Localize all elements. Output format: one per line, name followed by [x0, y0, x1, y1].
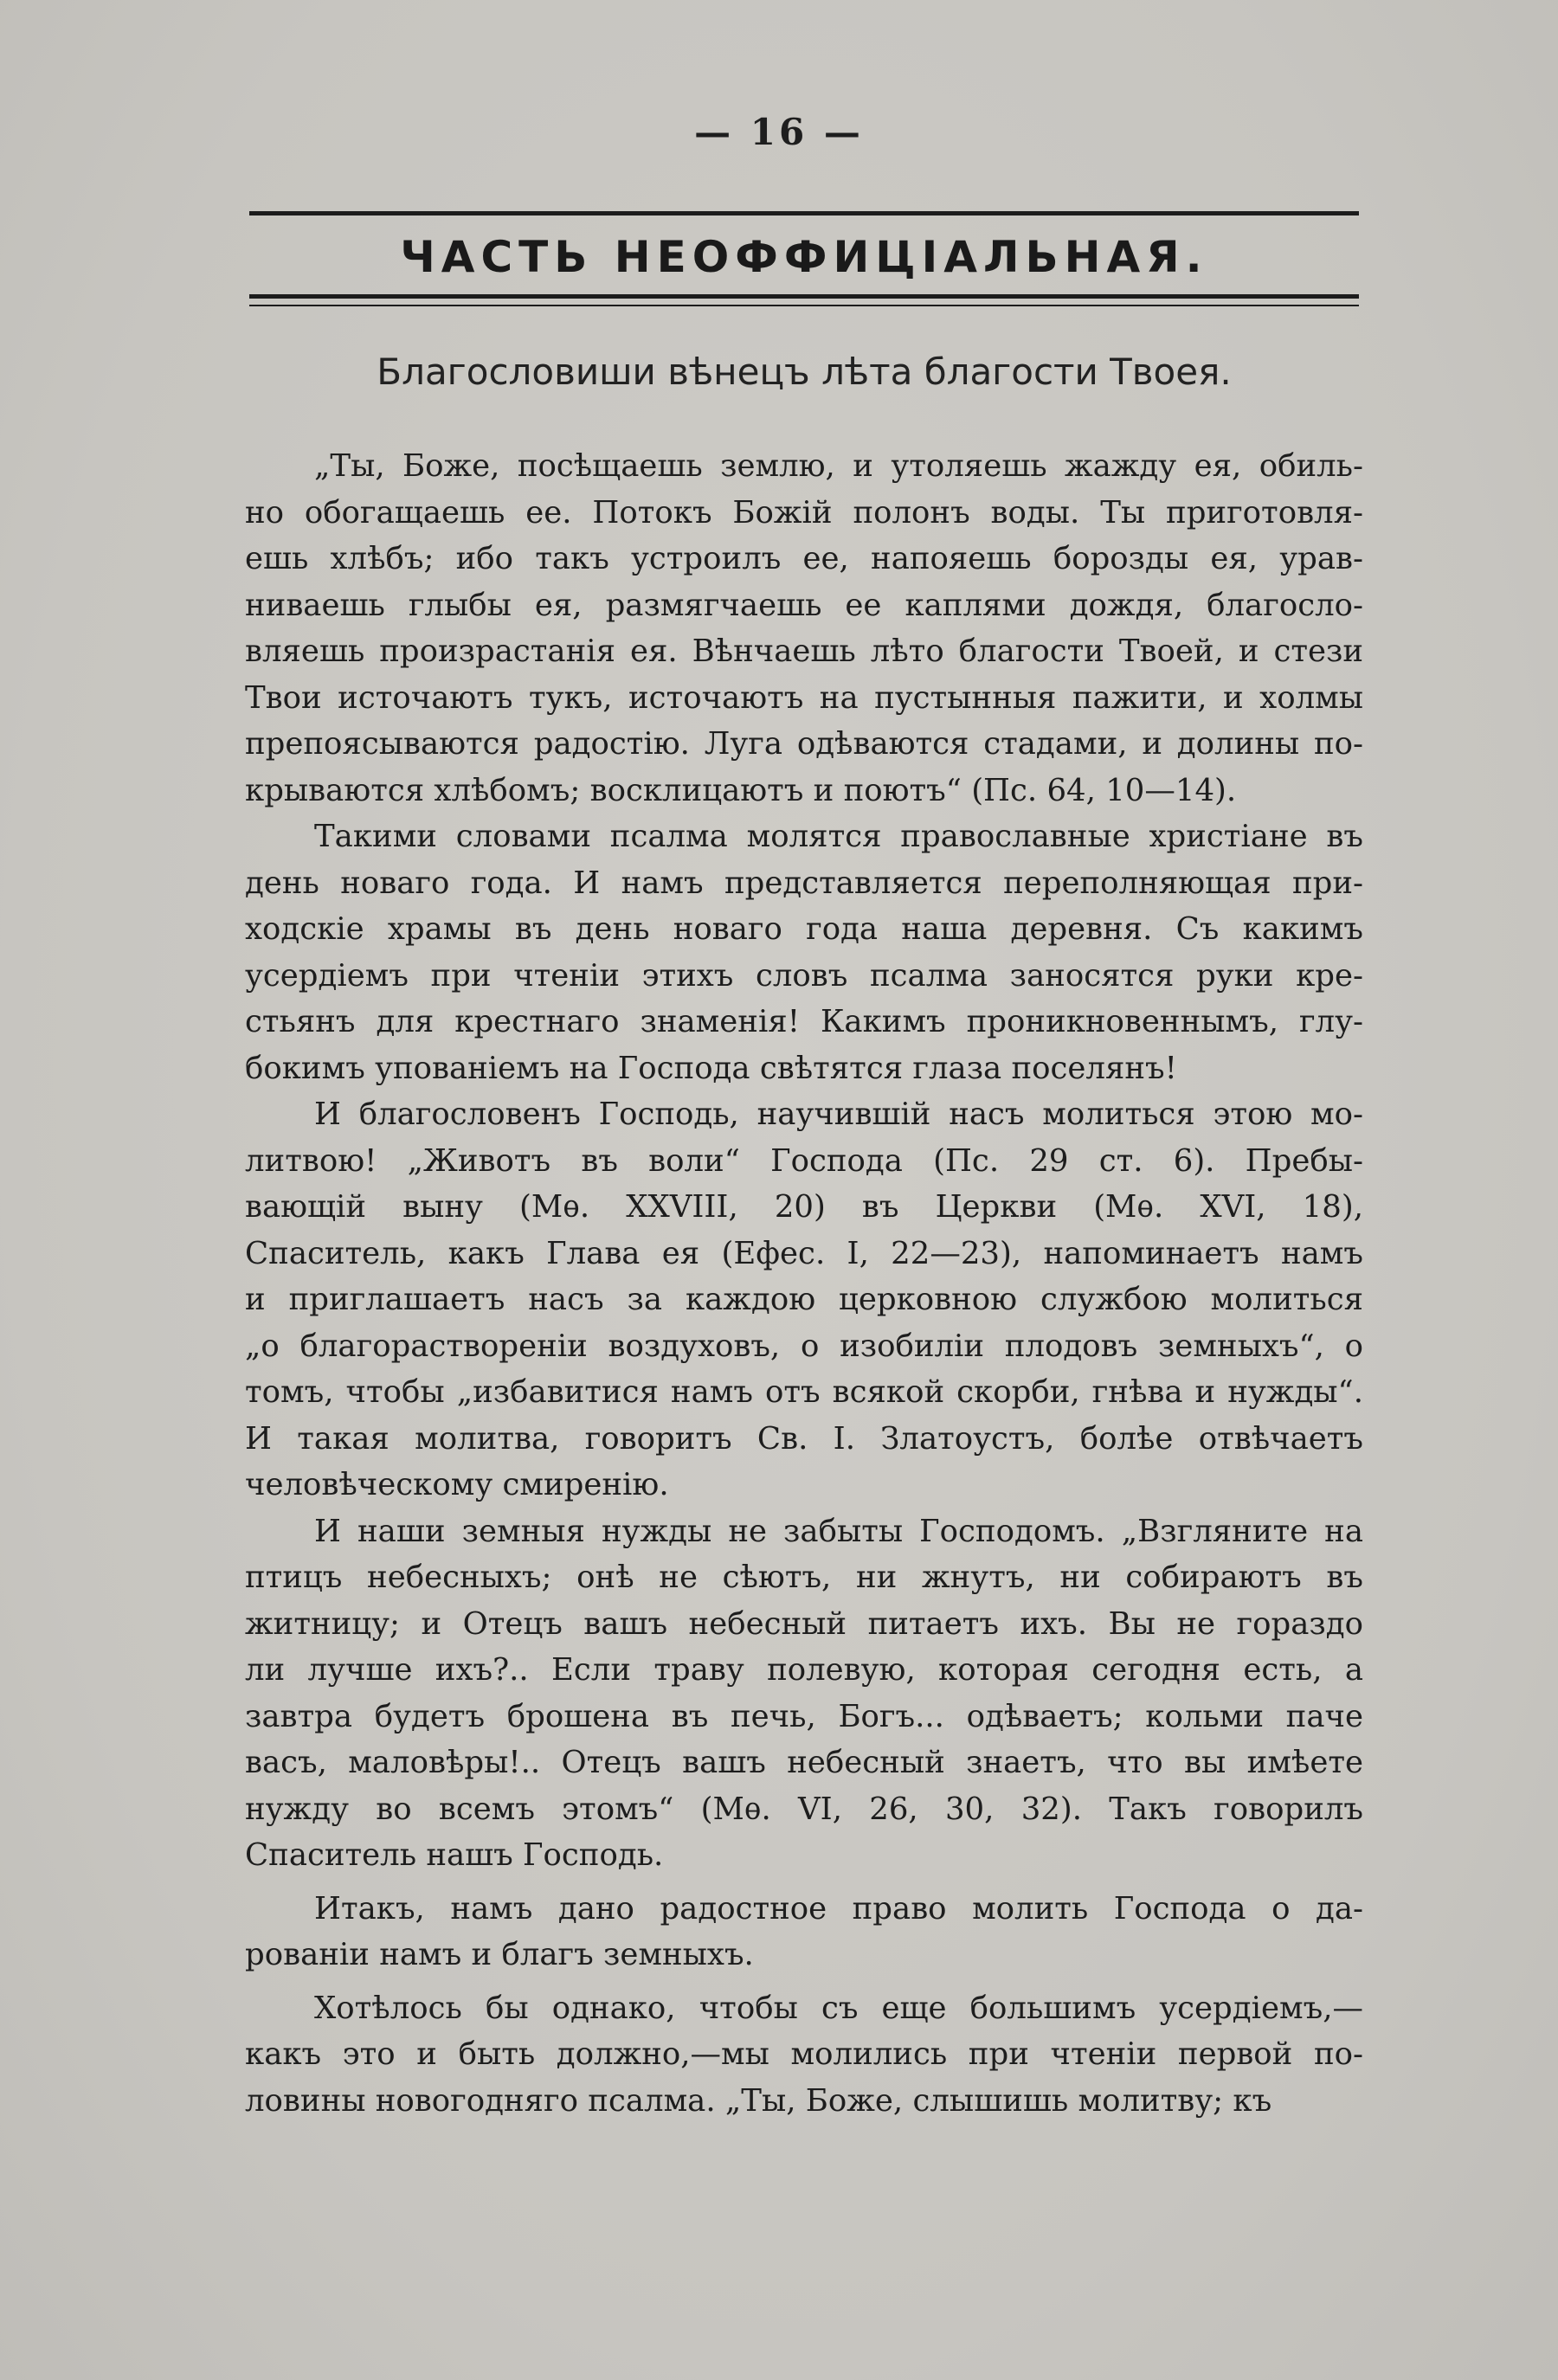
- text-line: житницу; и Отецъ вашъ небесный питаетъ ихъ. Вы не гораздо: [245, 1605, 1363, 1642]
- paragraph-gap: [245, 1879, 1363, 1886]
- text-line: день новаго года. И намъ представляется переполняющая при-: [245, 865, 1363, 901]
- text-line: литвою! „Животъ въ воли“ Господа (Пс. 29 ст. 6). Пребы-: [245, 1142, 1363, 1179]
- text-line: Твои источаютъ тукъ, источаютъ на пустынныя пажити, и холмы: [245, 679, 1363, 716]
- text-line: ешь хлѣбъ; ибо такъ устроилъ ее, напояешь борозды ея, урав-: [245, 541, 1363, 576]
- text-line: „Ты, Боже, посѣщаешь землю, и утоляешь жажду ея, обиль-: [314, 448, 1363, 484]
- paragraph: [245, 1508, 1363, 1879]
- article-body: [245, 443, 1363, 2124]
- text-line: И благословенъ Господь, научившій насъ молиться этою мо-: [314, 1097, 1363, 1132]
- text-line: Спаситель нашъ Господь.: [245, 1837, 664, 1873]
- text-line: стьянъ для крестнаго знаменія! Какимъ проникновеннымъ, глу-: [245, 1004, 1363, 1039]
- text-line: „о благорастворенiи воздуховъ, о изобиліи плодовъ земныхъ“, о: [245, 1328, 1363, 1364]
- text-line: томъ, чтобы „избавитися намъ отъ всякой скорби, гнѣва и нужды“.: [245, 1374, 1363, 1410]
- text-line: но обогащаешь ее. Потокъ Божій полонъ воды. Ты приготовля-: [245, 494, 1363, 531]
- paragraph: [245, 1091, 1363, 1508]
- text-line: Спаситель, какъ Глава ея (Ефес. I, 22—23), напоминаетъ намъ: [245, 1235, 1363, 1271]
- text-line: бокимъ упованіемъ на Господа свѣтятся глаза поселянъ!: [245, 1050, 1177, 1086]
- text-line: человѣческому смиренію.: [245, 1467, 669, 1502]
- text-line: и приглашаетъ насъ за каждою церковною службою молиться: [245, 1282, 1363, 1317]
- text-line: ходскіе храмы въ день новаго года наша деревня. Съ какимъ: [245, 911, 1363, 947]
- text-line: вляешь произрастанія ея. Вѣнчаешь лѣто благости Твоей, и стези: [245, 634, 1363, 669]
- section-header: ЧАСТЬ НЕОФФИЦІАЛЬНАЯ.: [400, 232, 1208, 282]
- text-line: ли лучше ихъ?.. Если траву полевую, которая сегодня есть, а: [245, 1652, 1363, 1688]
- page-number: — 16 —: [694, 111, 864, 153]
- text-line: препоясываются радостію. Луга одѣваются стадами, и долины по-: [245, 726, 1363, 762]
- paragraph: [245, 443, 1363, 814]
- text-line: И такая молитва, говоритъ Св. І. Златоустъ, болѣе отвѣчаетъ: [245, 1420, 1363, 1457]
- header-top-rule: [249, 211, 1359, 215]
- text-line: какъ это и быть должно,—мы молились при чтеніи первой по-: [245, 2036, 1363, 2072]
- article-title: Благословиши вѣнецъ лѣта благости Твоея.: [377, 351, 1232, 393]
- text-line: усердіемъ при чтеніи этихъ словъ псалма заносятся руки кре-: [245, 957, 1363, 994]
- text-line: Такими словами псалма молятся православные христiане въ: [314, 819, 1363, 854]
- text-line: вающій выну (Мѳ. XXVIII, 20) въ Церкви (Мѳ. XVI, 18),: [245, 1189, 1363, 1225]
- paragraph: [245, 1886, 1363, 1978]
- text-line: завтра будетъ брошена въ печь, Богъ... одѣваетъ; кольми паче: [245, 1698, 1363, 1734]
- text-line: нужду во всемъ этомъ“ (Мѳ. VI, 26, 30, 32). Такъ говорилъ: [245, 1791, 1363, 1827]
- text-line: васъ, маловѣры!.. Отецъ вашъ небесный знаетъ, что вы имѣете: [245, 1745, 1363, 1780]
- paragraph: [245, 1985, 1363, 2125]
- paragraph-gap: [245, 1978, 1363, 1985]
- header-bottom-rule: [249, 294, 1359, 299]
- text-line: ловины новогодняго псалма. „Ты, Боже, слышишь молитву; къ: [245, 2082, 1272, 2119]
- text-line: Итакъ, намъ дано радостное право молить Господа о да-: [314, 1890, 1363, 1927]
- text-line: птицъ небесныхъ; онѣ не сѣютъ, ни жнутъ, ни собираютъ въ: [245, 1560, 1363, 1595]
- text-line: рованіи намъ и благъ земныхъ.: [245, 1937, 754, 1972]
- text-line: И наши земныя нужды не забыты Господомъ. „Взгляните на: [314, 1513, 1363, 1549]
- text-line: Хотѣлось бы однако, чтобы съ еще большимъ усердіемъ,—: [314, 1990, 1363, 2026]
- text-line: ниваешь глыбы ея, размягчаешь ее каплями дождя, благосло-: [245, 587, 1363, 623]
- paragraph: [245, 814, 1363, 1091]
- header-bottom-thin-rule: [249, 305, 1359, 306]
- text-line: крываются хлѣбомъ; восклицаютъ и поютъ“ (Пс. 64, 10—14).: [245, 772, 1237, 808]
